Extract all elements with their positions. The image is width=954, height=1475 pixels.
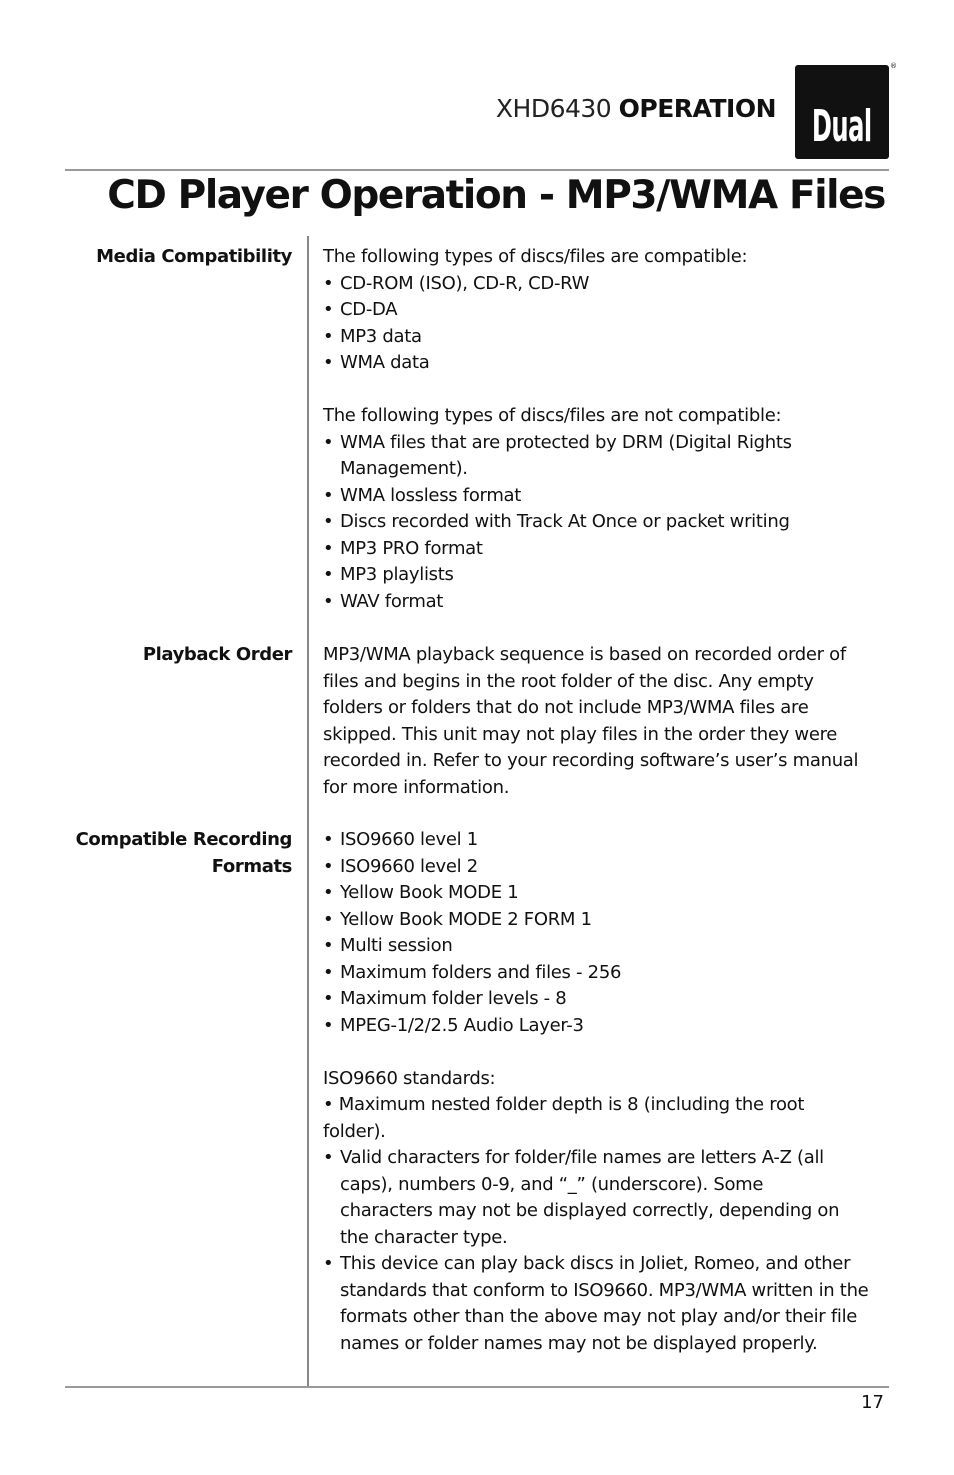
column-divider	[307, 236, 309, 1387]
list-item: • Discs recorded with Track At Once or packet writing	[323, 509, 823, 536]
section-media	[323, 244, 893, 615]
list-item: • MP3 PRO format	[323, 536, 823, 563]
section-label-formats	[32, 826, 292, 880]
list-item: • MP3 data	[323, 324, 893, 351]
header-section: OPERATION	[618, 94, 776, 123]
list-item: • MP3 playlists	[323, 562, 823, 589]
bottom-divider	[65, 1386, 889, 1388]
list-item: • Maximum nested folder depth is 8 (including the root folder).	[323, 1094, 805, 1142]
registered-mark: ®	[890, 62, 897, 70]
incompatible-list	[323, 430, 823, 616]
list-item: • This device can play back discs in Joliet, Romeo, and other standards that conform to ISO9660. MP3/WMA written in the formats other than the above may not play and/or their file names or folder names may not be displayed properly.	[323, 1251, 883, 1357]
list-item: • ISO9660 level 2	[323, 854, 893, 881]
header-model: XHD6430	[495, 94, 612, 123]
compatible-list	[323, 271, 893, 377]
list-item: • Multi session	[323, 933, 893, 960]
page-title: CD Player Operation - MP3/WMA Files	[107, 173, 885, 218]
list-item: • Maximum folder levels - 8	[323, 986, 893, 1013]
dual-logo	[795, 65, 889, 159]
list-item: • CD-DA	[323, 297, 893, 324]
list-item: • MPEG-1/2/2.5 Audio Layer-3	[323, 1013, 893, 1040]
list-item: • CD-ROM (ISO), CD-R, CD-RW	[323, 271, 893, 298]
section-formats	[323, 827, 893, 1357]
compatible-intro: The following types of discs/files are compatible:	[323, 246, 748, 267]
list-item: • WAV format	[323, 589, 823, 616]
list-item: • Valid characters for folder/file names are letters A-Z (all caps), numbers 0-9, and “_” (underscore). Some characters may not be displayed correctly, depending on the character type.	[323, 1145, 860, 1251]
logo-text: Dual	[811, 101, 872, 153]
list-item: • WMA lossless format	[323, 483, 823, 510]
header-title	[496, 96, 776, 121]
incompatible-intro: The following types of discs/files are not compatible:	[323, 405, 782, 426]
section-playback	[323, 642, 868, 801]
list-item: • Maximum folders and files - 256	[323, 960, 893, 987]
formats-label-line1: Compatible Recording	[75, 829, 292, 850]
list-item: • WMA data	[323, 350, 893, 377]
iso-intro: ISO9660 standards:	[323, 1067, 496, 1089]
list-item: • WMA files that are protected by DRM (Digital Rights Management).	[323, 430, 823, 483]
dual-logo-mark	[795, 65, 889, 159]
list-item: • ISO9660 level 1	[323, 827, 893, 854]
top-divider	[65, 169, 889, 171]
formats-label-line2: Formats	[211, 856, 292, 877]
page-number: 17	[861, 1392, 884, 1413]
section-label-playback: Playback Order	[142, 644, 292, 665]
iso-list	[323, 1092, 883, 1357]
section-label-media: Media Compatibility	[96, 246, 292, 267]
list-item: • Yellow Book MODE 1	[323, 880, 893, 907]
formats-list	[323, 827, 893, 1039]
list-item: • Yellow Book MODE 2 FORM 1	[323, 907, 893, 934]
playback-text: MP3/WMA playback sequence is based on recorded order of files and begins in the root folder of the disc. Any empty folders or folders that do not include MP3/WMA files are skipped. This unit may not play files in the order they were recorded in. Refer to your recording software’s user’s manual for more information.	[323, 644, 859, 798]
